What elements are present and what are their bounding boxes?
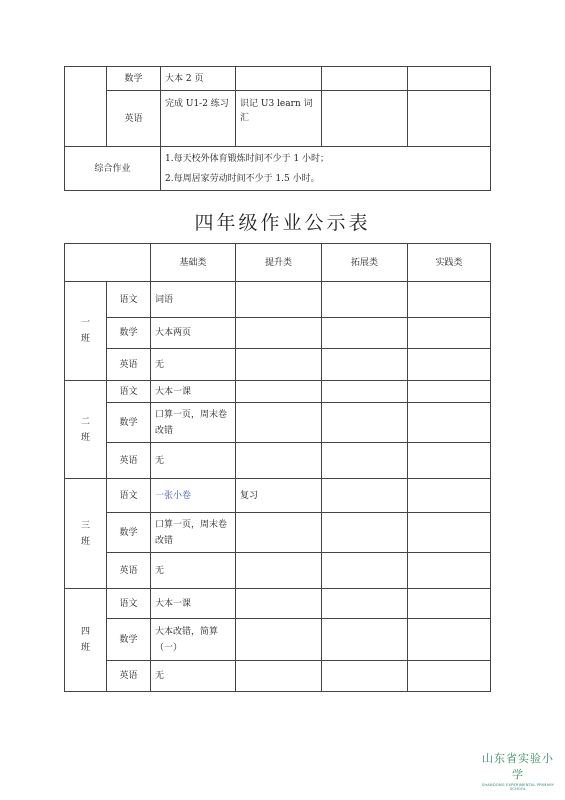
class-cell xyxy=(65,67,107,147)
subject-label: 数学 xyxy=(107,513,151,553)
header-practice: 实践类 xyxy=(408,244,491,282)
extend-cell xyxy=(322,513,408,553)
class-label-3 xyxy=(65,479,107,589)
class-label-2 xyxy=(65,381,107,479)
grade4-homework-table xyxy=(64,243,491,692)
practice-cell xyxy=(408,381,491,403)
subject-label: 英语 xyxy=(107,661,151,692)
header-improve: 提升类 xyxy=(236,244,322,282)
practice-cell xyxy=(408,349,491,381)
improve-cell: 复习 xyxy=(236,479,322,513)
subject-label: 数学 xyxy=(107,403,151,443)
improve-cell: 识记 U3 learn 词汇 xyxy=(236,91,322,147)
table-row xyxy=(65,381,491,403)
class-name-bottom: 班 xyxy=(80,432,90,443)
table-row xyxy=(65,67,491,91)
class-name-top: 一 xyxy=(80,318,90,328)
header-row xyxy=(65,244,491,282)
table-row xyxy=(65,349,491,381)
practice-cell xyxy=(408,282,491,318)
improve-cell xyxy=(236,381,322,403)
basic-cell: 无 xyxy=(151,661,236,692)
table-row xyxy=(65,91,491,147)
table-row xyxy=(65,479,491,513)
header-corner xyxy=(65,244,151,282)
class-name-bottom: 班 xyxy=(80,334,90,344)
comprehensive-label: 综合作业 xyxy=(65,147,161,191)
subject-label: 语文 xyxy=(107,381,151,403)
improve-cell xyxy=(236,619,322,661)
basic-cell: 一张小卷 xyxy=(151,479,236,513)
extend-cell xyxy=(322,479,408,513)
basic-cell: 完成 U1-2 练习 xyxy=(161,91,236,147)
comprehensive-row xyxy=(65,147,491,191)
subject-label: 英语 xyxy=(107,443,151,479)
practice-cell xyxy=(408,443,491,479)
extend-cell xyxy=(322,553,408,589)
previous-homework-table xyxy=(64,66,491,191)
class-name-top: 三 xyxy=(80,520,90,531)
improve-cell xyxy=(236,661,322,692)
practice-cell xyxy=(408,479,491,513)
improve-cell xyxy=(236,589,322,619)
extend-cell xyxy=(322,619,408,661)
extend-cell xyxy=(322,589,408,619)
practice-cell xyxy=(408,619,491,661)
basic-cell: 词语 xyxy=(151,282,236,318)
class-name-top: 二 xyxy=(80,416,90,427)
extend-cell xyxy=(322,443,408,479)
table-row xyxy=(65,553,491,589)
table-row xyxy=(65,282,491,318)
improve-cell xyxy=(236,443,322,479)
improve-cell xyxy=(236,282,322,318)
comprehensive-content xyxy=(161,147,491,191)
practice-cell xyxy=(408,91,491,147)
extend-cell xyxy=(322,91,408,147)
table-row xyxy=(65,619,491,661)
improve-cell xyxy=(236,403,322,443)
class-name-top: 四 xyxy=(80,627,90,637)
practice-cell xyxy=(408,553,491,589)
practice-cell xyxy=(408,67,491,91)
table-row xyxy=(65,443,491,479)
comprehensive-line-1: 1.每天校外体育锻炼时间不少于 1 小时； xyxy=(165,153,330,164)
table-row xyxy=(65,513,491,553)
table-row xyxy=(65,589,491,619)
improve-cell xyxy=(236,349,322,381)
subject-label: 语文 xyxy=(107,589,151,619)
basic-cell: 无 xyxy=(151,443,236,479)
improve-cell xyxy=(236,553,322,589)
extend-cell xyxy=(322,403,408,443)
basic-cell: 无 xyxy=(151,349,236,381)
basic-cell: 口算一页，周末卷改错 xyxy=(151,513,236,553)
subject-label: 数学 xyxy=(107,318,151,349)
basic-cell: 大本改错，简算（一） xyxy=(151,619,236,661)
class-name-bottom: 班 xyxy=(80,536,90,547)
subject-label: 语文 xyxy=(107,479,151,513)
improve-cell xyxy=(236,513,322,553)
class-name-bottom: 班 xyxy=(80,643,90,653)
school-logo-chinese: 山东省实验小学 xyxy=(482,752,554,781)
basic-cell: 大本一课 xyxy=(151,381,236,403)
school-logo-english: SHANDONG EXPERIMENTAL PRIMARY SCHOOL xyxy=(481,783,555,791)
extend-cell xyxy=(322,67,408,91)
table-row xyxy=(65,661,491,692)
basic-cell: 大本 2 页 xyxy=(161,67,236,91)
header-extend: 拓展类 xyxy=(322,244,408,282)
extend-cell xyxy=(322,349,408,381)
improve-cell xyxy=(236,67,322,91)
practice-cell xyxy=(408,661,491,692)
comprehensive-line-2: 2.每周居家劳动时间不少于 1.5 小时。 xyxy=(165,173,320,184)
basic-cell: 大本一课 xyxy=(151,589,236,619)
extend-cell xyxy=(322,661,408,692)
subject-label: 数学 xyxy=(107,619,151,661)
practice-cell xyxy=(408,589,491,619)
extend-cell xyxy=(322,381,408,403)
subject-label: 英语 xyxy=(107,91,161,147)
class-label-1 xyxy=(65,282,107,381)
school-logo xyxy=(478,750,558,791)
subject-label: 数学 xyxy=(107,67,161,91)
basic-cell: 口算一页，周末卷改错 xyxy=(151,403,236,443)
practice-cell xyxy=(408,403,491,443)
extend-cell xyxy=(322,282,408,318)
improve-cell xyxy=(236,318,322,349)
practice-cell xyxy=(408,513,491,553)
basic-cell: 大本两页 xyxy=(151,318,236,349)
extend-cell xyxy=(322,318,408,349)
page-title: 四年级作业公示表 xyxy=(194,212,371,234)
practice-cell xyxy=(408,318,491,349)
table-row xyxy=(65,403,491,443)
table-row xyxy=(65,318,491,349)
subject-label: 英语 xyxy=(107,349,151,381)
class-label-4 xyxy=(65,589,107,692)
subject-label: 英语 xyxy=(107,553,151,589)
header-basic: 基础类 xyxy=(151,244,236,282)
basic-cell: 无 xyxy=(151,553,236,589)
subject-label: 语文 xyxy=(107,282,151,318)
